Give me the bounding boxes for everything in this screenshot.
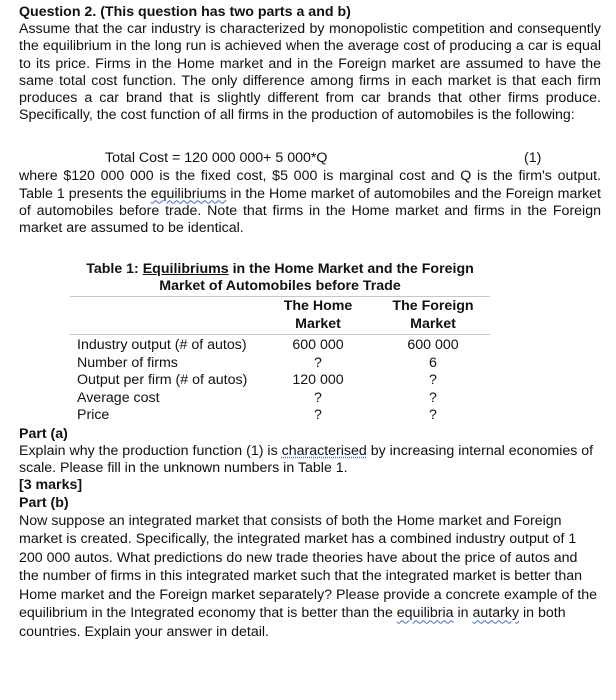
part-a-text (19, 443, 601, 477)
part-b-text (19, 512, 601, 642)
spellcheck-word-equilibria: equilibria (396, 605, 454, 622)
table-row (70, 372, 490, 390)
spellcheck-word-equilibriums: equilibriums (150, 185, 227, 202)
question-explanation (19, 168, 601, 237)
cell-foreign: ? (429, 389, 437, 406)
cell-home: 120 000 (292, 372, 344, 389)
cell-home: ? (314, 354, 322, 371)
cell-foreign: ? (429, 372, 437, 389)
part-b-text-1: Now suppose an integrated market that consists of both the Home market and Foreign market is created. Specifically, the integrated market has a combined industry output of 1 200 000 autos. What predictions do new trade theories have about the price of autos and the number of firms in this integrated market such that the integrated market is better than Home market and the Foreign market separately? Please provide a concrete example of the equilibrium in the Integrated economy that is better than the (19, 512, 598, 622)
cell-foreign: 6 (429, 354, 437, 371)
document-body (19, 0, 601, 641)
header-blank (70, 297, 260, 335)
header-foreign: The Foreign Market (376, 297, 490, 335)
table-title-suffix: in the Home Market and the Foreign Market of Automobiles before Trade (159, 261, 474, 295)
table-grid (70, 297, 490, 425)
row-label: Number of firms (77, 354, 178, 371)
table-row (70, 390, 490, 408)
question-intro: Assume that the car industry is characterized by monopolistic competition and consequently the equilibrium in the long run is achieved when the average cost of producing a car is equal to its price. Firms in the Home market and in the Foreign market are assumed to have the same total cost function. The only difference among firms in each market is that each firm produces a car brand that is slightly different from car brands that other firms produce. Specifically, the cost function of all firms in the production of automobiles is the following: (19, 21, 601, 124)
part-a-marks: [3 marks] (19, 477, 83, 494)
table-row (70, 335, 490, 355)
table-title-underlined: Equilibriums (142, 261, 229, 278)
question-title: Question 2. (This question has two parts a and b) (19, 4, 351, 20)
formula-text: Total Cost = 120 000 000+ 5 000*Q (105, 150, 328, 167)
explain-text-2: in the Home market of automobiles and the Foreign market of automobiles before trade. Note that firms in the Home market and firms in the Foreign market are assumed to be identical. (19, 185, 601, 237)
spellcheck-word-autarky: autarky (472, 605, 520, 622)
equilibrium-table (70, 261, 490, 425)
row-label: Output per firm (# of autos) (77, 372, 248, 389)
cell-home: ? (314, 407, 322, 424)
part-b-text-3: in both countries. Explain your answer in detail. (19, 605, 566, 640)
header-home: The Home Market (260, 297, 376, 335)
cell-home: ? (314, 389, 322, 406)
table-title (70, 261, 490, 297)
table-title-prefix: Table 1: (86, 261, 143, 278)
table-row (70, 355, 490, 373)
cell-foreign: ? (429, 407, 437, 424)
part-b-heading: Part (b) (19, 494, 69, 511)
part-a-heading: Part (a) (19, 425, 68, 442)
cell-home: 600 000 (292, 337, 344, 354)
row-label: Price (77, 407, 110, 424)
table-header-row (70, 297, 490, 335)
cost-formula (19, 150, 601, 168)
explain-text-1: where $120 000 000 is the fixed cost, $5 000 is marginal cost and Q is the firm's output. Table 1 presents the (19, 168, 601, 202)
part-a-text-2: by increasing internal economies of scale. Please fill in the unknown numbers in Table 1. (19, 442, 594, 477)
part-a-text-1: Explain why the production function (1) is (19, 442, 282, 459)
cell-foreign: 600 000 (407, 337, 459, 354)
row-label: Average cost (77, 389, 160, 406)
formula-number: (1) (524, 150, 542, 167)
row-label: Industry output (# of autos) (77, 337, 247, 354)
table-row (70, 407, 490, 425)
spellcheck-word-characterised: characterised (281, 442, 367, 459)
part-b-text-2: in (453, 605, 473, 622)
